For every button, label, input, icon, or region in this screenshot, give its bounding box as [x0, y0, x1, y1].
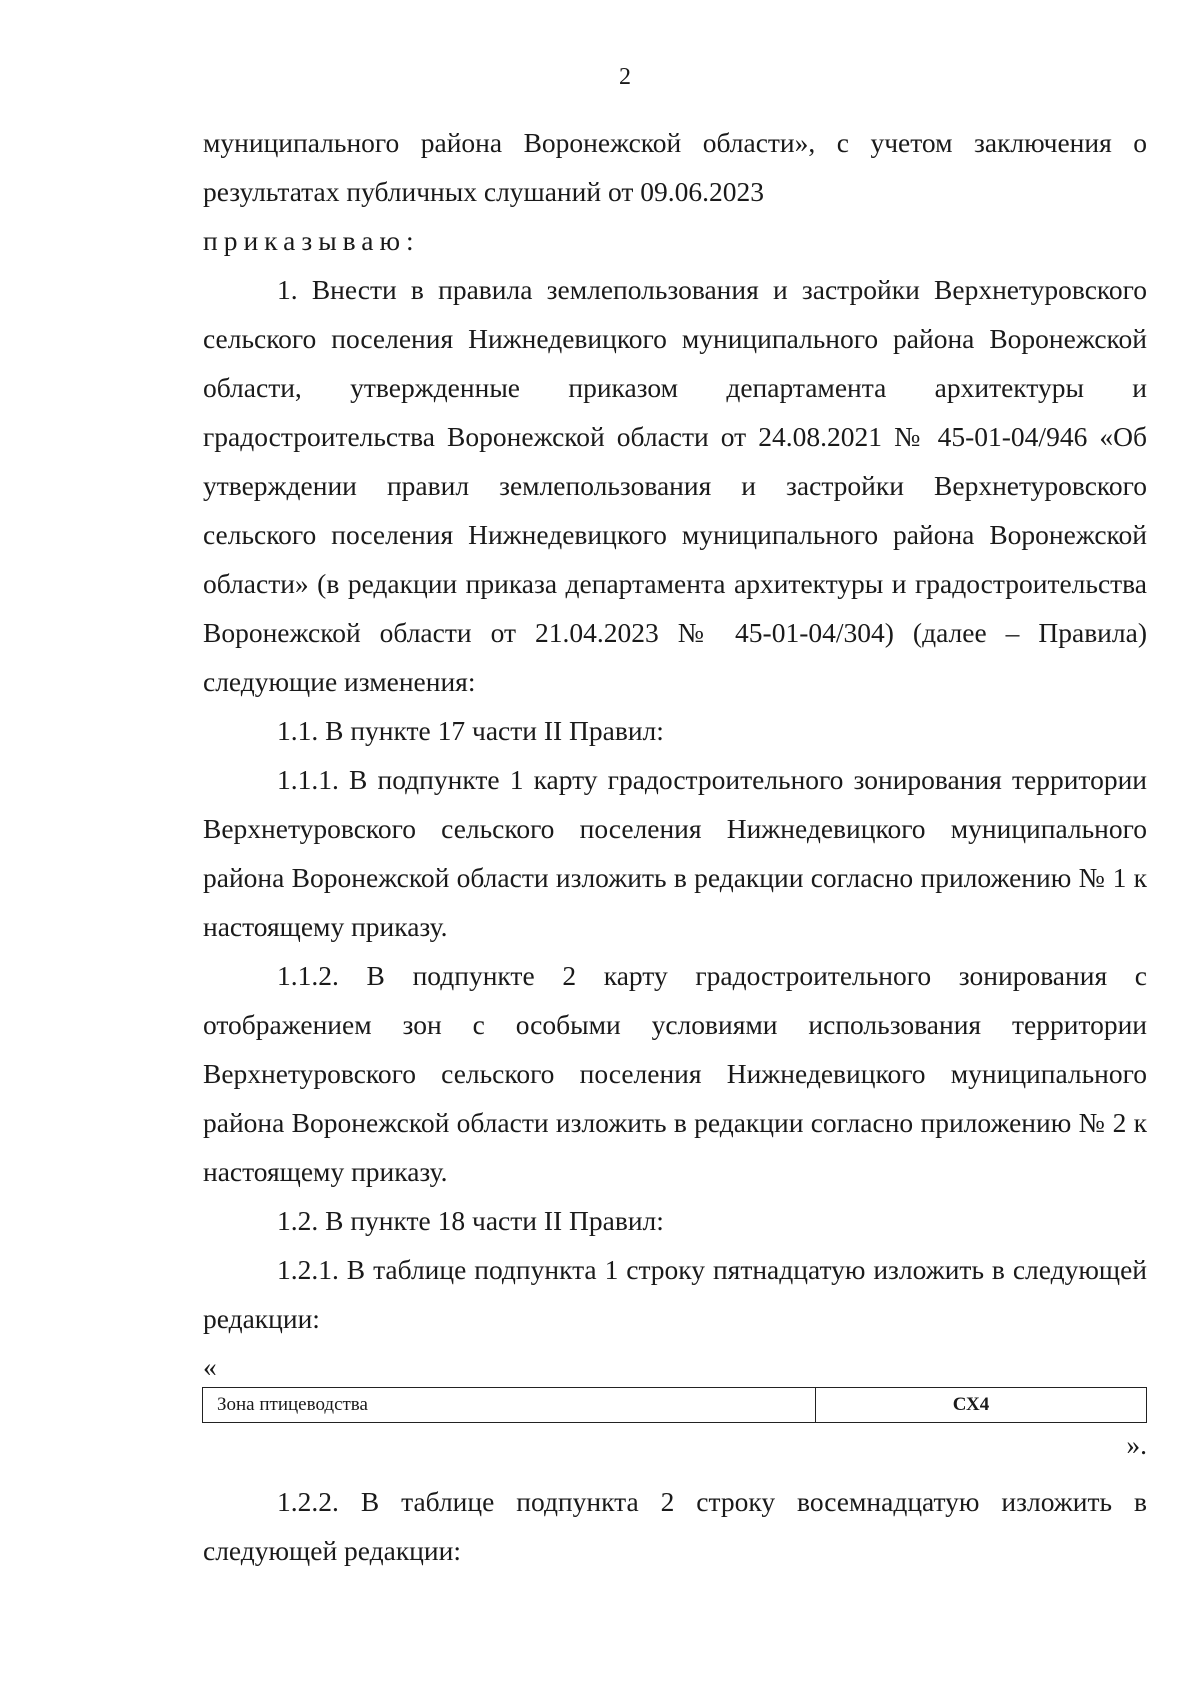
table-row: [203, 1388, 1147, 1423]
item-1-1-paragraph: 1.1. В пункте 17 части II Правил:: [277, 715, 664, 746]
item-1-2-2-paragraph: 1.2.2. В таблице подпункта 2 строку восемнадцатую изложить в следующей редакции:: [203, 1486, 1147, 1566]
zone-name-cell: Зона птицеводства: [203, 1388, 816, 1423]
intro-paragraph: муниципального района Воронежской области», с учетом заключения о результатах публичных слушаний от 09.06.2023: [203, 127, 1147, 207]
item-1-2-paragraph: 1.2. В пункте 18 части II Правил:: [277, 1205, 664, 1236]
item-1-paragraph: 1. Внести в правила землепользования и застройки Верхнетуровского сельского поселения Нижнедевицкого муниципального района Воронежской области, утвержденные приказом департамента архитектуры и градостроительства Воронежской области от 24.08.2021 № 45-01-04/946 «Об утверждении правил землепользования и застройки Верхнетуровского сельского поселения Нижнедевицкого муниципального района Воронежской области» (в редакции приказа департамента архитектуры и градостроительства Воронежской области от 21.04.2023 № 45-01-04/304) (далее – Правила) следующие изменения:: [203, 274, 1147, 697]
page-number: 2: [619, 64, 631, 90]
zone-code-cell: СХ4: [816, 1388, 1147, 1423]
zone-table: [202, 1387, 1147, 1423]
item-1-1-2-paragraph: 1.1.2. В подпункте 2 карту градостроительного зонирования с отображением зон с особыми условиями использования территории Верхнетуровского сельского поселения Нижнедевицкого муниципального района Воронежской области изложить в редакции согласно приложению № 2 к настоящему приказу.: [203, 960, 1147, 1187]
item-1-1-1-paragraph: 1.1.1. В подпункте 1 карту градостроительного зонирования территории Верхнетуровского сельского поселения Нижнедевицкого муниципального района Воронежской области изложить в редакции согласно приложению № 1 к настоящему приказу.: [203, 764, 1147, 942]
quote-open-mark: «: [203, 1351, 217, 1382]
document-body: [203, 118, 1147, 1575]
quote-close-mark: ».: [1126, 1429, 1147, 1460]
order-word: приказываю:: [203, 225, 420, 256]
item-1-2-1-paragraph: 1.2.1. В таблице подпункта 1 строку пятнадцатую изложить в следующей редакции:: [203, 1254, 1147, 1334]
